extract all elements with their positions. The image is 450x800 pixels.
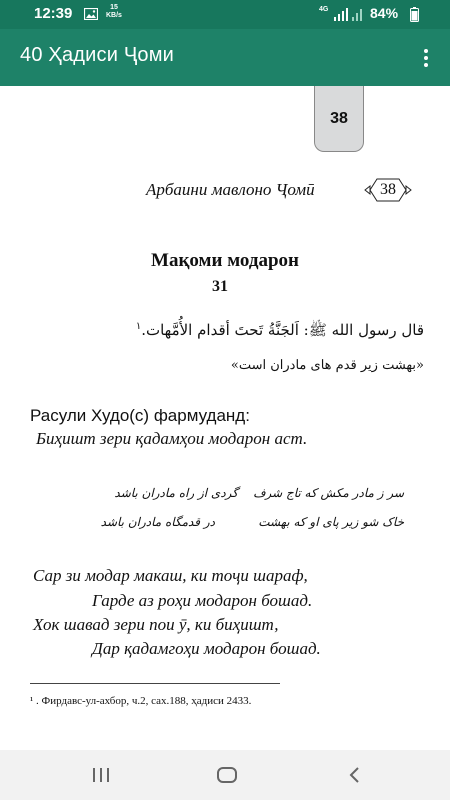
gallery-notification-icon bbox=[84, 8, 98, 20]
recents-icon[interactable] bbox=[86, 762, 116, 788]
signal-icon bbox=[334, 7, 364, 21]
page-number-tab[interactable]: 38 bbox=[314, 86, 364, 152]
back-icon[interactable] bbox=[339, 762, 369, 788]
app-title: 40 Ҳадиси Ҷоми bbox=[20, 44, 175, 66]
page-badge-number: 38 bbox=[380, 181, 396, 198]
more-vert-icon[interactable] bbox=[414, 43, 438, 73]
home-icon[interactable] bbox=[212, 762, 242, 788]
battery-icon bbox=[410, 7, 419, 22]
poem-line-3: Хок шавад зери пои ӯ, ки биҳишт, bbox=[33, 615, 279, 634]
hadith-persian: «بهشت زیر قدم های مادران است» bbox=[230, 358, 424, 373]
network-speed-unit: KB/s bbox=[106, 12, 122, 19]
verse-line-2b: در قدمگاه مادران باشد bbox=[100, 515, 215, 529]
network-speed-value: 15 bbox=[110, 4, 118, 11]
network-speed bbox=[106, 4, 122, 20]
status-time: 12:39 bbox=[34, 5, 73, 22]
hadith-arabic-text: قال رسول الله ﷺ: اَلجَنَّةُ تَحتَ أقدام الأُمَّهات. bbox=[141, 321, 424, 339]
section-number: 31 bbox=[212, 278, 228, 295]
poem-line-4: Дар қадамгоҳи модарон бошад. bbox=[92, 639, 321, 658]
verse-line-2a: خاک شو زیر پای او که بهشت bbox=[258, 515, 404, 529]
hadith-arabic bbox=[136, 321, 424, 343]
section-title: Мақоми модарон bbox=[151, 250, 299, 271]
verse-line-1b: گردی از راه مادران باشد bbox=[114, 486, 238, 500]
book-title: Арбаини мавлоно Ҷомӣ bbox=[146, 180, 315, 199]
footnote-divider bbox=[30, 683, 280, 684]
poem-line-1: Сар зи модар макаш, ки тоҷи шараф, bbox=[33, 566, 308, 585]
system-nav-bar bbox=[0, 750, 450, 800]
footnote-mark[interactable]: ١ bbox=[135, 321, 142, 332]
battery-percent: 84% bbox=[370, 5, 399, 21]
poem-line-2: Гарде аз роҳи модарон бошад. bbox=[92, 591, 313, 610]
verse-line-1a: سر ز مادر مکش که تاج شرف bbox=[253, 486, 404, 500]
book-page[interactable] bbox=[0, 86, 450, 750]
translation-text: Биҳишт зери қадамҳои модарон аст. bbox=[36, 429, 308, 448]
translation-intro: Расули Худо(с) фармуданд: bbox=[30, 406, 250, 425]
app-bar bbox=[0, 29, 450, 86]
status-bar bbox=[0, 0, 450, 29]
footnote-text: ¹ . Фирдавс-ул-ахбор, ч.2, сах.188, ҳадиси 2433. bbox=[30, 695, 252, 707]
network-type: 4G bbox=[319, 6, 329, 13]
